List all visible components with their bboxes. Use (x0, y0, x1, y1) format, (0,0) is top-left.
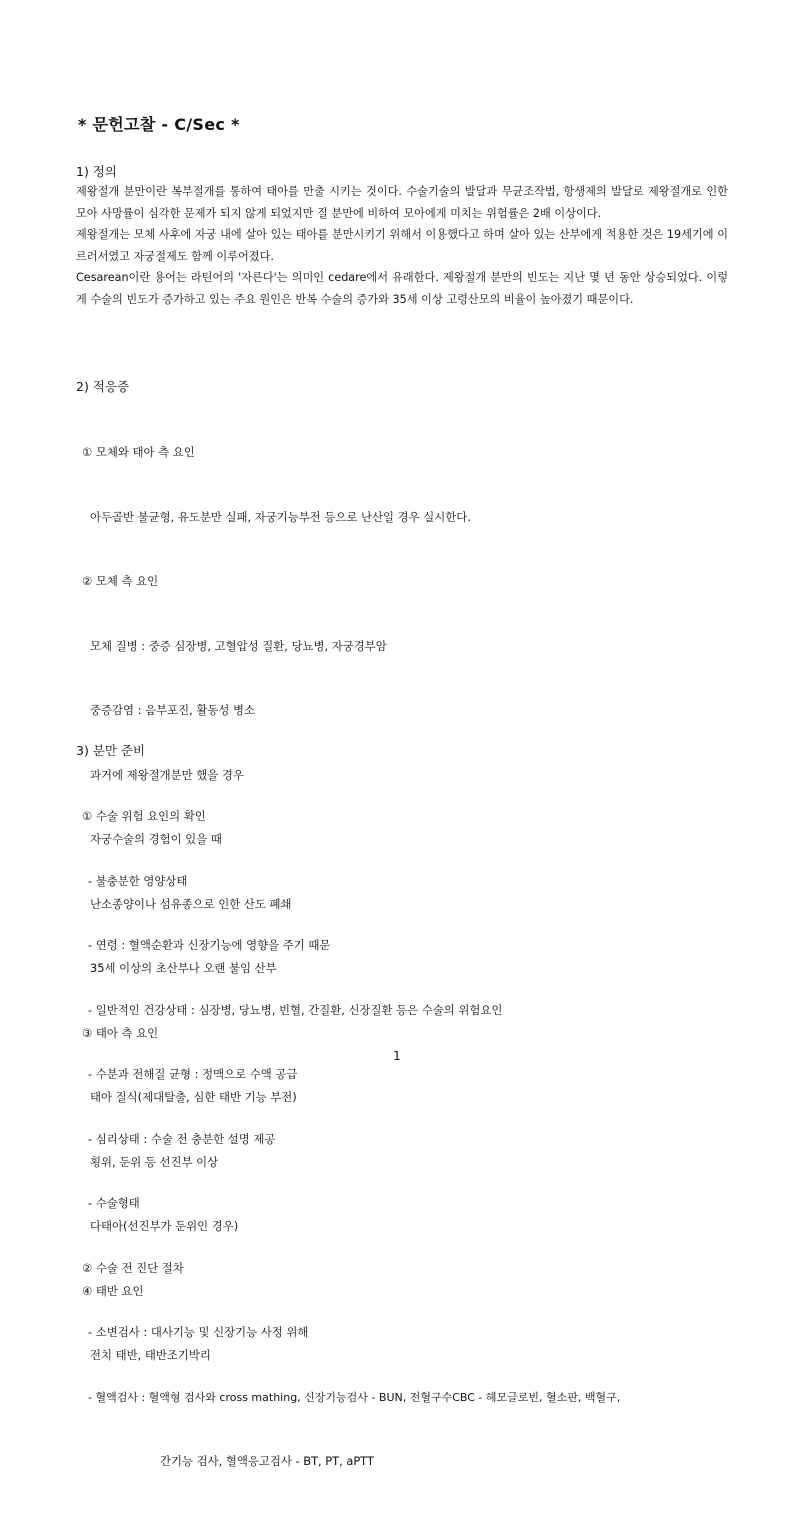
list-item: 중증감염 : 음부포진, 활동성 병소 (90, 703, 255, 717)
list-item: 태아 질식(제대탈출, 심한 태반 기능 부전) (90, 1090, 297, 1104)
list-item: 다태아(선진부가 둔위인 경우) (90, 1219, 239, 1233)
list-item: 모체 질병 : 중증 심장병, 고혈압성 질환, 당뇨병, 자궁경부암 (90, 638, 387, 653)
list-item: 35세 이상의 초산부나 오랜 불임 산부 (90, 961, 277, 975)
list-item: - 혈액검사 : 혈액형 검사와 cross mathing, 신장기능검사 - BUN, 전혈구수CBC - 헤모글로빈, 혈소판, 백혈구, (88, 1390, 621, 1404)
paragraph: 제왕절개는 모체 사후에 자궁 내에 살아 있는 태아를 분만시키기 위해서 이용했다고 하며 살아 있는 산부에게 적용한 것은 19세기에 이르러서였고 자궁절제도 함께 이루어졌다. (76, 228, 728, 263)
paragraph: Cesarean이란 용어는 라틴어의 '자른다'는 의미인 cedare에서 유래한다. 제왕절개 분만의 빈도는 지난 몇 년 동안 상승되었다. 이렇게 수술의 빈도가 증가하고 있는 주요 원인은 반복 수술의 증가와 35세 이상 고령산모의 비율이 높아졌기 때문이다. (76, 271, 728, 306)
list-item: - 일반적인 건강상태 : 심장병, 당뇨병, 빈혈, 간질환, 신장질환 등은 수술의 위험요인 (88, 1002, 503, 1017)
list-item: 난소종양이나 섬유종으로 인한 산도 폐쇄 (90, 896, 292, 911)
list-item: 전치 태반, 태반조기박리 (90, 1348, 211, 1362)
subheading: ① 수술 위험 요인의 확인 (82, 809, 206, 823)
section-heading-indications: 2) 적응증 (76, 379, 130, 394)
list-item: - 소변검사 : 대사기능 및 신장기능 사정 위해 (88, 1325, 309, 1339)
list-item: 자궁수술의 경험이 있을 때 (90, 832, 222, 846)
subheading: ② 모체 측 요인 (82, 574, 159, 588)
document-title: * 문헌고찰 - C/Sec * (78, 115, 240, 134)
subheading: ① 모체와 태아 측 요인 (82, 445, 195, 459)
page-number: 1 (393, 1049, 401, 1063)
list-item: 횡위, 둔위 등 선진부 이상 (90, 1154, 219, 1169)
list-item: - 불충분한 영양상태 (88, 873, 188, 888)
section-definition-body (76, 181, 728, 310)
section-preparation-body (76, 763, 620, 1516)
paragraph: 제왕절개 분만이란 복부절개를 통하여 태아를 만출 시키는 것이다. 수술기술의 발달과 무균조작법, 항생제의 발달로 제왕절개로 인한 모아 사망률이 심각한 문제가 되지 않게 되었지만 질 분만에 비하여 모아에게 미치는 위험률은 2배 이상이다. (76, 185, 728, 220)
list-item-continuation: 간기능 검사, 혈액응고검사 - BT, PT, aPTT (160, 1454, 374, 1468)
section-heading-preparation: 3) 분만 준비 (76, 743, 146, 758)
list-item: 아두골반 불균형, 유도분만 실패, 자궁기능부전 등으로 난산일 경우 실시한다. (90, 509, 471, 524)
section-heading-definition: 1) 정의 (76, 164, 117, 179)
subheading: ③ 태아 측 요인 (82, 1025, 159, 1040)
list-item: - 수술형태 (88, 1196, 140, 1210)
list-item: - 연령 : 혈액순환과 신장기능에 영향을 주기 때문 (88, 938, 331, 952)
list-item: - 수분과 전해질 균형 : 정맥으로 수액 공급 (88, 1067, 298, 1081)
list-item: 과거에 제왕절개분만 했을 경우 (90, 767, 244, 782)
subheading: ④ 태반 요인 (82, 1283, 144, 1298)
list-item: - 심리상태 : 수술 전 충분한 설명 제공 (88, 1131, 276, 1146)
subheading: ② 수술 전 진단 절차 (82, 1260, 184, 1275)
